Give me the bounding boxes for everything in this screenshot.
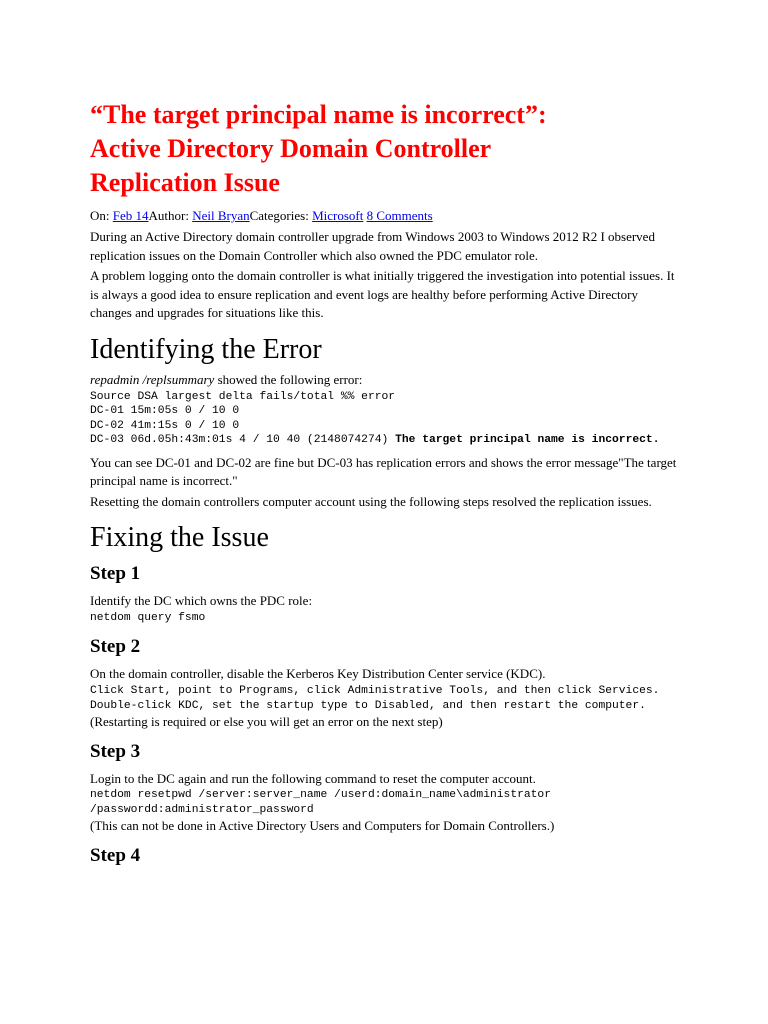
comments-link[interactable]: 8 Comments xyxy=(366,208,433,223)
post-meta xyxy=(90,207,680,225)
author-label: Author: xyxy=(148,208,193,223)
step-3-heading: Step 3 xyxy=(90,740,141,762)
section-heading-identifying: Identifying the Error xyxy=(90,333,322,365)
intro-paragraph-2: A problem logging onto the domain controller is what initially triggered the investigation into potential issues. It is always a good idea to ensure replication and event logs are healthy before performing Active Directory changes and upgrades for situations like this. xyxy=(90,268,675,321)
command-suffix: showed the following error: xyxy=(214,371,363,387)
step-1-heading: Step 1 xyxy=(90,563,141,585)
code-line: DC-02 41m:15s 0 / 10 0 xyxy=(90,419,240,432)
category-link[interactable]: Microsoft xyxy=(312,208,364,223)
section-heading-fixing: Fixing the Issue xyxy=(90,522,269,554)
step-4-heading: Step 4 xyxy=(90,844,141,866)
error-output-code xyxy=(90,390,680,448)
step-1-code: netdom query fsmo xyxy=(90,611,206,624)
code-line: DC-01 15m:05s 0 / 10 0 xyxy=(90,405,240,418)
step-2-code-2: Double-click KDC, set the startup type to Disabled, and then restart the computer. xyxy=(90,699,646,712)
date-link[interactable]: Feb 14 xyxy=(112,208,149,223)
categories-label: Categories: xyxy=(249,208,313,223)
title-line-3: Replication Issue xyxy=(90,168,280,197)
step-2-note: (Restarting is required or else you will get an error on the next step) xyxy=(90,714,443,730)
on-label: On: xyxy=(90,208,113,223)
author-link[interactable]: Neil Bryan xyxy=(192,208,250,223)
intro-paragraph-1: During an Active Directory domain controller upgrade from Windows 2003 to Windows 2012 R2 I observed replication issues on the Domain Controller which also owned the PDC emulator role. xyxy=(90,229,655,263)
step-2-text: On the domain controller, disable the Kerberos Key Distribution Center service (KDC). xyxy=(90,666,546,682)
error-message-highlight: The target principal name is incorrect. xyxy=(395,434,660,447)
step-3-note: (This can not be done in Active Directory Users and Computers for Domain Controllers.) xyxy=(90,818,555,834)
error-explanation: You can see DC-01 and DC-02 are fine but DC-03 has replication errors and shows the error message"The target principal name is incorrect." xyxy=(90,454,677,489)
code-line: Source DSA largest delta fails/total %% error xyxy=(90,390,396,403)
title-line-2: Active Directory Domain Controller xyxy=(90,134,492,163)
code-line xyxy=(90,433,680,448)
step-2-code-1: Click Start, point to Programs, click Administrative Tools, and then click Services. xyxy=(90,685,660,698)
step-3-text: Login to the DC again and run the following command to reset the computer account. xyxy=(90,770,536,786)
command-name: repadmin /replsummary xyxy=(90,371,215,387)
step-3-code: netdom resetpwd /server:server_name /userd:domain_name\administrator /passwordd:administrator_password xyxy=(90,789,558,816)
code-line-prefix: DC-03 06d.05h:43m:01s 4 / 10 40 (2148074274) xyxy=(90,434,396,447)
step-1-text: Identify the DC which owns the PDC role: xyxy=(90,593,313,609)
step-2-heading: Step 2 xyxy=(90,636,141,658)
title-line-1: “The target principal name is incorrect”: xyxy=(90,100,547,129)
article xyxy=(90,98,680,868)
article-title xyxy=(90,98,680,200)
replsummary-intro xyxy=(90,371,680,390)
resolution-summary: Resetting the domain controllers computer account using the following steps resolved the replication issues. xyxy=(90,493,652,509)
